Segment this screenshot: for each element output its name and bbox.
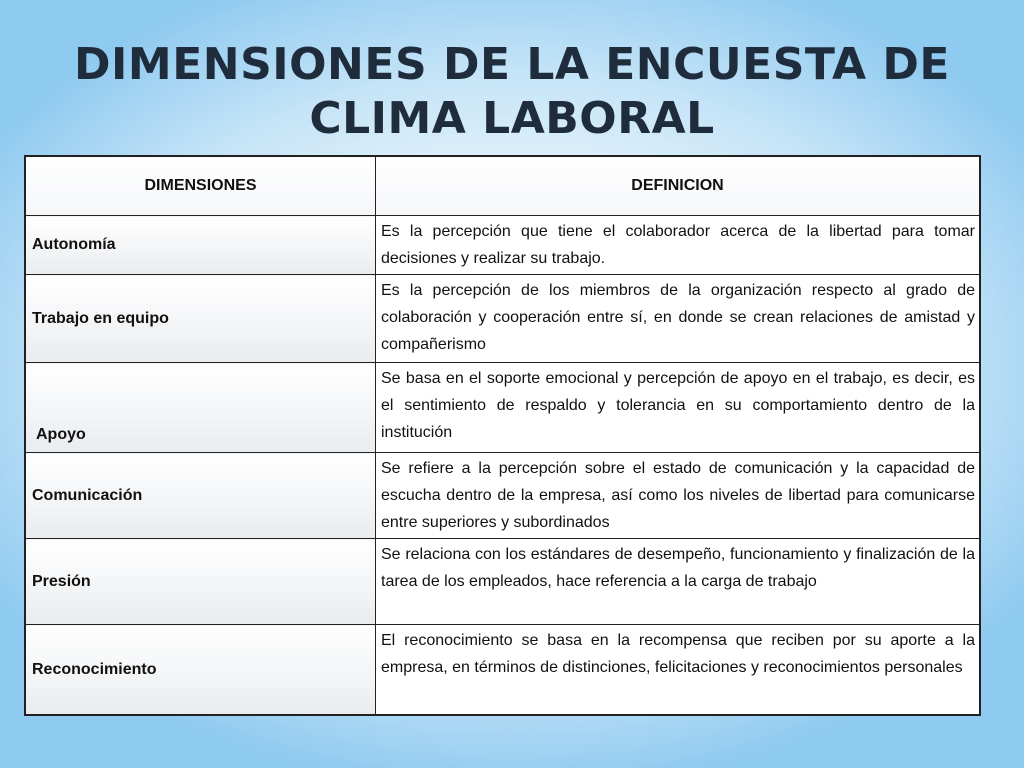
definition-cell: Se relaciona con los estándares de desempeño, funcionamiento y finalización de la tarea de los empleados, hace referencia a la carga de trabajo (376, 539, 980, 625)
dimension-cell: Apoyo (26, 363, 376, 453)
dimension-cell: Comunicación (26, 453, 376, 539)
table-row (26, 275, 980, 363)
table-row (26, 363, 980, 453)
table-row (26, 216, 980, 275)
table-row (26, 539, 980, 625)
definition-cell: Se refiere a la percepción sobre el estado de comunicación y la capacidad de escucha dentro de la empresa, así como los niveles de libertad para comunicarse entre superiores y subordinados (376, 453, 980, 539)
definition-cell: Es la percepción de los miembros de la organización respecto al grado de colaboración y cooperación entre sí, en donde se crean relaciones de amistad y compañerismo (376, 275, 980, 363)
dimensions-table (25, 156, 980, 715)
dimension-cell: Autonomía (26, 216, 376, 275)
definition-cell: Se basa en el soporte emocional y percepción de apoyo en el trabajo, es decir, es el sentimiento de respaldo y tolerancia en su comportamiento dentro de la institución (376, 363, 980, 453)
table-row (26, 453, 980, 539)
definition-cell: Es la percepción que tiene el colaborador acerca de la libertad para tomar decisiones y realizar su trabajo. (376, 216, 980, 275)
dimensions-table-container (24, 155, 981, 716)
slide-title: DIMENSIONES DE LA ENCUESTA DE CLIMA LABORAL (74, 39, 950, 144)
dimension-cell: Presión (26, 539, 376, 625)
header-definicion: DEFINICION (376, 157, 980, 216)
header-dimensiones: DIMENSIONES (26, 157, 376, 216)
table-header-row (26, 157, 980, 216)
dimension-cell: Trabajo en equipo (26, 275, 376, 363)
dimension-cell: Reconocimiento (26, 625, 376, 715)
table-row (26, 625, 980, 715)
definition-cell: El reconocimiento se basa en la recompensa que reciben por su aporte a la empresa, en términos de distinciones, felicitaciones y reconocimientos personales (376, 625, 980, 715)
